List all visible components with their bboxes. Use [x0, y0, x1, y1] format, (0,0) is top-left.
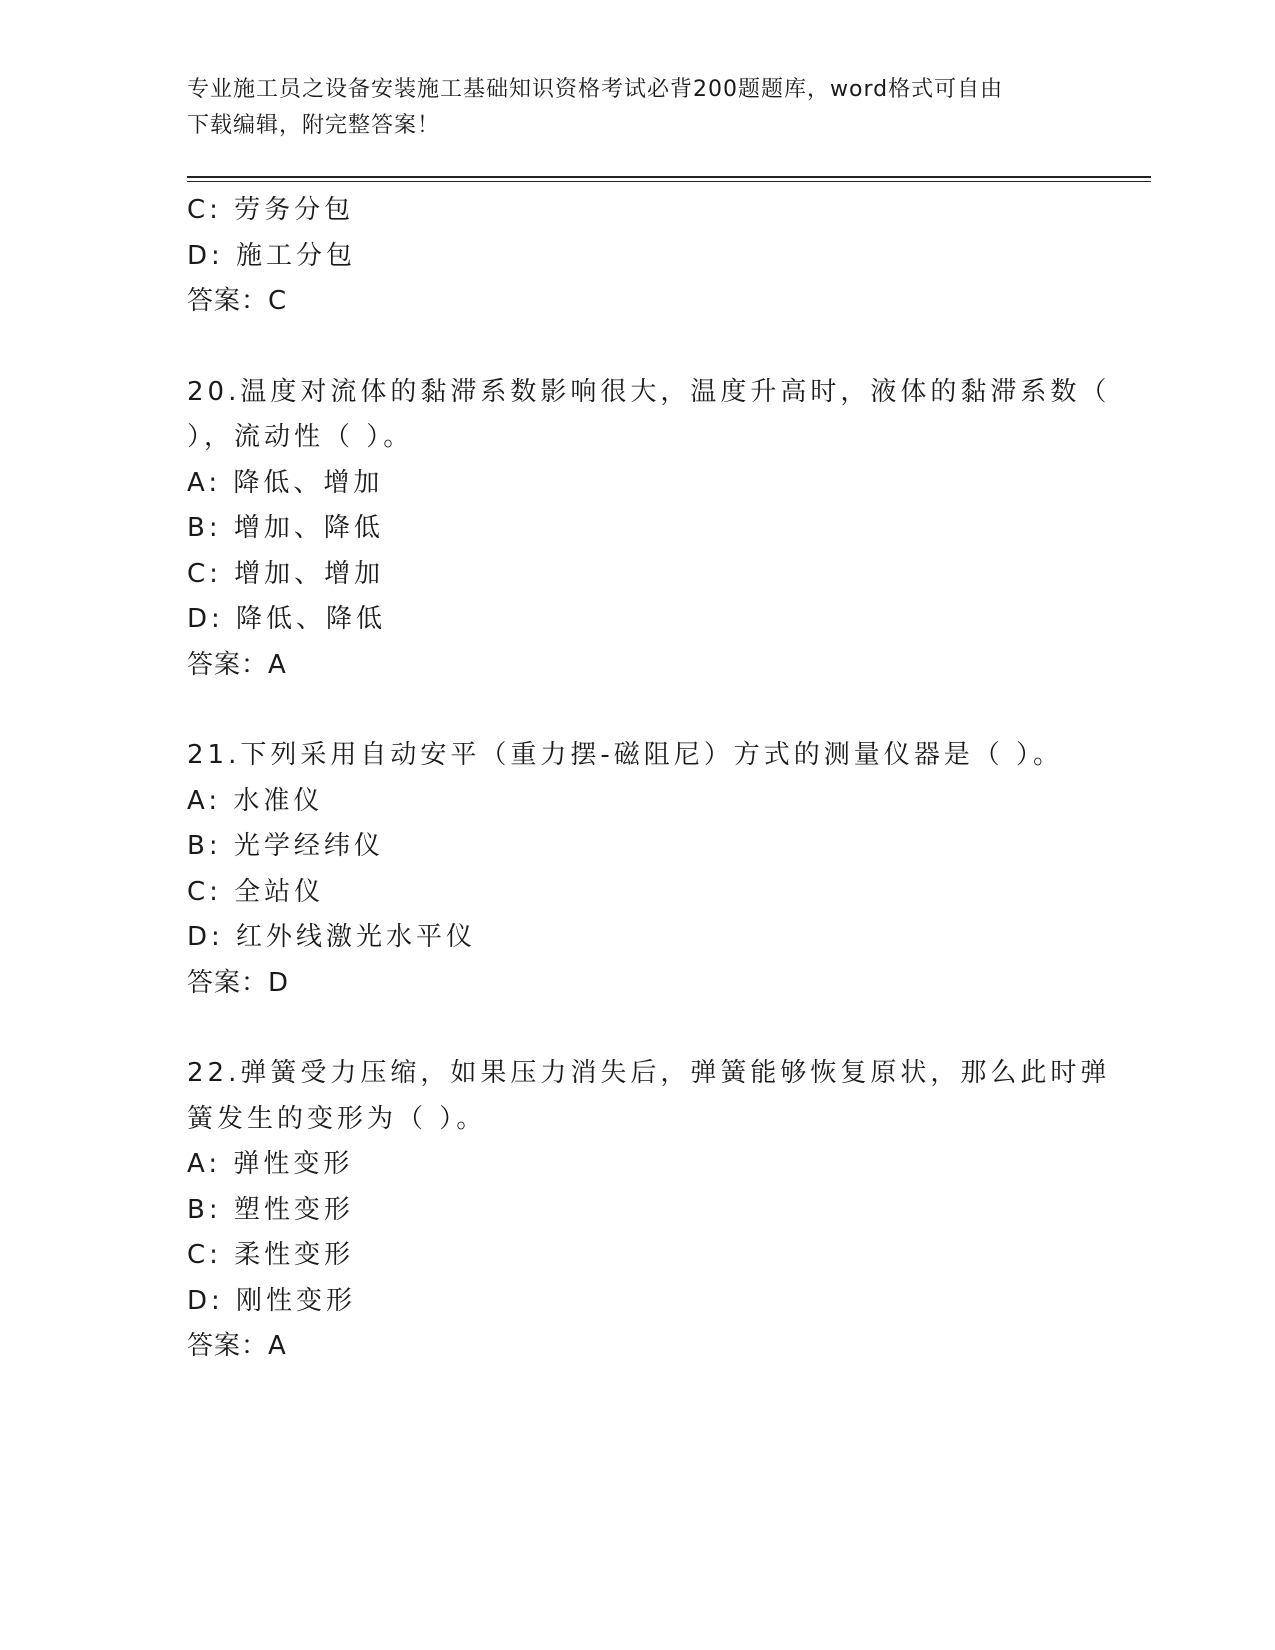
- answer: 答案：A: [187, 649, 287, 680]
- question-19-continued: [187, 188, 1087, 325]
- question-stem: 22.弹簧受力压缩，如果压力消失后，弹簧能够恢复原状，那么此时弹: [187, 1058, 1111, 1088]
- answer: 答案：A: [187, 1331, 287, 1361]
- question-stem: 簧发生的变形为（ ）。: [187, 1103, 487, 1134]
- question-21: [187, 733, 1087, 1006]
- option-d: D: 刚性变形: [187, 1285, 357, 1316]
- option-a: A: 水准仪: [187, 785, 324, 816]
- spacer: [187, 325, 1087, 370]
- question-stem: ），流动性（ ）。: [187, 422, 414, 452]
- question-stem: 21.下列采用自动安平（重力摆-磁阻尼）方式的测量仪器是（ ）。: [187, 740, 1063, 770]
- option-b: B: 塑性变形: [187, 1194, 354, 1225]
- option-c: C: 全站仪: [187, 876, 325, 907]
- answer: 答案：D: [187, 967, 290, 998]
- answer: 答案：C: [187, 286, 288, 316]
- spacer: [187, 1006, 1087, 1051]
- question-22: [187, 1051, 1111, 1370]
- option-a: A: 弹性变形: [187, 1149, 354, 1179]
- header-divider-thin: [187, 181, 1151, 182]
- option-a: A: 降低、增加: [187, 467, 384, 498]
- option-b: B: 增加、降低: [187, 513, 384, 543]
- question-20: [187, 370, 1111, 689]
- option-c: C: 增加、增加: [187, 558, 385, 589]
- question-stem: 20.温度对流体的黏滞系数影响很大，温度升高时，液体的黏滞系数（: [187, 376, 1111, 407]
- header-divider-thick: [187, 176, 1151, 178]
- spacer: [187, 688, 1087, 733]
- option-d: D: 降低、降低: [187, 604, 387, 634]
- option-d: D: 施工分包: [187, 240, 357, 271]
- option-b: B: 光学经纬仪: [187, 831, 384, 861]
- option-c: C: 劳务分包: [187, 195, 355, 225]
- option-c: C: 柔性变形: [187, 1240, 355, 1270]
- question-list: [187, 188, 1111, 1370]
- page-header: 专业施工员之设备安装施工基础知识资格考试必背200题题库，word格式可自由 下载编辑，附完整答案！: [187, 77, 1004, 138]
- option-d: D: 红外线激光水平仪: [187, 922, 477, 952]
